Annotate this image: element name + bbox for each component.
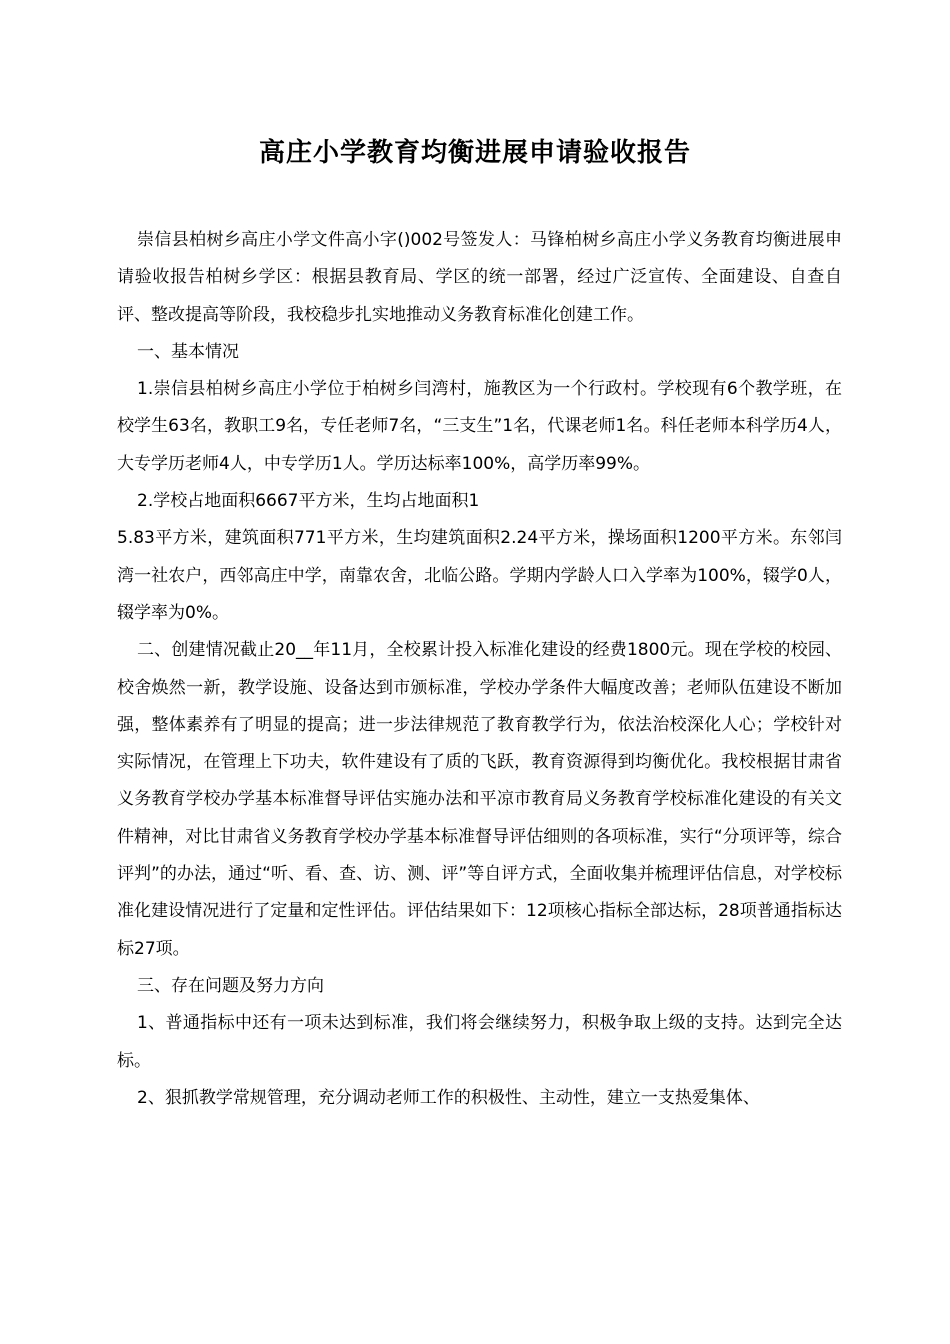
paragraph-problem-2: 2、狠抓教学常规管理，充分调动老师工作的积极性、主动性，建立一支热爱集体、	[137, 1087, 760, 1108]
paragraph-basic-2-cont: 5.83平方米，建筑面积771平方米，生均建筑面积2.24平方米，操场面积1200平方米。东邻闫湾一社农户，西邻高庄中学，南靠农舍，北临公路。学期内学龄人口入学率为100%，辍学0人，辍学率为0%。	[117, 528, 842, 623]
paragraph-problem-1: 1、普通指标中还有一项未达到标准，我们将会继续努力，积极争取上级的支持。达到完全达标。	[117, 1013, 842, 1071]
document-body	[117, 222, 842, 1117]
document-title: 高庄小学教育均衡进展申请验收报告	[258, 138, 691, 168]
heading-basic-info: 一、基本情况	[137, 341, 239, 362]
paragraph-basic-2: 2.学校占地面积6667平方米，生均占地面积1	[137, 491, 480, 512]
heading-problems: 三、存在问题及努力方向	[137, 975, 324, 996]
paragraph-intro: 崇信县柏树乡高庄小学文件高小字()002号签发人：马锋柏树乡高庄小学义务教育均衡进展申请验收报告柏树乡学区：根据县教育局、学区的统一部署，经过广泛宣传、全面建设、自查自评、整改提高等阶段，我校稳步扎实地推动义务教育标准化创建工作。	[117, 230, 842, 325]
paragraph-basic-1: 1.崇信县柏树乡高庄小学位于柏树乡闫湾村，施教区为一个行政村。学校现有6个教学班，在校学生63名，教职工9名，专任老师7名，“三支生”1名，代课老师1名。科任老师本科学历4人，大专学历老师4人，中专学历1人。学历达标率100%，高学历率99%。	[117, 379, 842, 474]
paragraph-creation: 二、创建情况截止20__年11月，全校累计投入标准化建设的经费1800元。现在学校的校园、校舍焕然一新，教学设施、设备达到市颁标准，学校办学条件大幅度改善；老师队伍建设不断加强，整体素养有了明显的提高；进一步法律规范了教育教学行为，依法治校深化人心；学校针对实际情况，在管理上下功夫，软件建设有了质的飞跃，教育资源得到均衡优化。我校根据甘肃省义务教育学校办学基本标准督导评估实施办法和平凉市教育局义务教育学校标准化建设的有关文件精神，对比甘肃省义务教育学校办学基本标准督导评估细则的各项标准，实行“分项评等，综合评判”的办法，通过“听、看、查、访、测、评”等自评方式，全面收集并梳理评估信息，对学校标准化建设情况进行了定量和定性评估。评估结果如下：12项核心指标全部达标，28项普通指标达标27项。	[117, 640, 842, 959]
